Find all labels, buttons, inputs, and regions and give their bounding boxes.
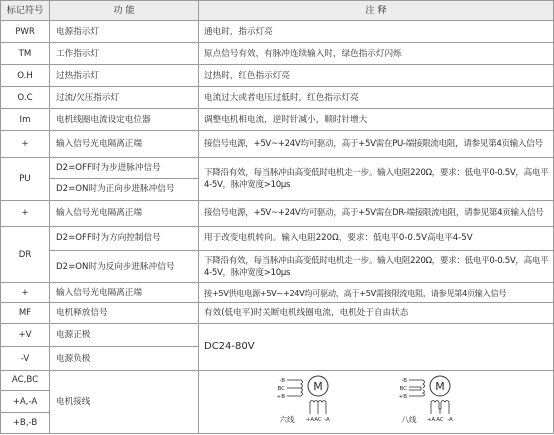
note-im: 调整电机相电流，逆时针减小，顺时针增大 [199,109,554,131]
table-row [1,131,554,157]
function-plus-dr: 输入信号光电隔离正端 [50,200,199,226]
function-oh: 过热指示灯 [50,65,199,87]
six-label-ac: AC [314,416,322,423]
six-label-minus-b: -B [279,377,285,384]
symbol-aa: +A,-A [1,390,50,412]
function-pu-b: D2=ON时为正向步进脉冲信号 [50,178,199,200]
eight-label-plus-a: +A [426,416,436,423]
six-wire-diagram [277,376,330,424]
symbol-oc: O.C [1,87,50,109]
symbol-im: Im [1,109,50,131]
symbol-acbc: AC,BC [1,370,50,390]
note-pu: 下降沿有效，每当脉冲由高变低时电机走一步。输入电阻220Ω，要求：低电平0-0.5V，高电平4-5V，脉冲宽度>10μs [199,157,554,200]
table-row [1,87,554,109]
note-dr-b: 下降沿有效，每当脉冲由高变低时电机走一步。输入电阻220Ω，要求：低电平0-0.5V，高电平4-5V，脉冲宽度>10μs [199,251,554,283]
function-dr-a: D2=OFF时为方向控制信号 [50,226,199,250]
note-plus-dr: 接信号电源，+5V~+24V均可驱动，高于+5V需在DR-端接限流电阻，请参见第4页输入信号 [199,200,554,226]
table-row [1,370,554,390]
six-label-bc: BC [277,385,285,392]
table-row [1,109,554,131]
function-motor-wiring: 电机接线 [50,370,199,433]
table-row [1,324,554,347]
header-function: 功 能 [50,1,199,21]
table-row [1,200,554,226]
table-row [1,157,554,178]
table-row [1,65,554,87]
table-row [1,43,554,65]
symbol-mf: MF [1,303,50,324]
table-row [1,283,554,303]
six-motor-label: M [313,379,323,393]
eight-label-bc: BC [399,385,407,392]
symbol-pu: PU [1,157,50,200]
function-pwr: 电源指示灯 [50,21,199,43]
function-plus-mf: 输入信号光电隔离正端 [50,283,199,303]
symbol-vminus: -V [1,347,50,370]
motor-wiring-diagrams [199,370,554,433]
function-oc: 过流/欠压指示灯 [50,87,199,109]
six-label-minus-a: -A [324,416,330,423]
note-mf: 有效(低电平)时关断电机线圈电流，电机处于自由状态 [199,303,554,324]
function-vplus: 电源正极 [50,324,199,347]
function-mf: 电机释放信号 [50,303,199,324]
symbol-dr: DR [1,226,50,282]
table-row [1,226,554,250]
note-oc: 电流过大或者电压过低时，红色指示灯亮 [199,87,554,109]
function-plus-pu: 输入信号光电隔离正端 [50,131,199,157]
eight-wire-diagram [399,376,453,424]
eight-motor-label: M [435,379,445,393]
six-wire-caption: 六线 [279,414,295,424]
function-im: 电机线圈电流设定电位器 [50,109,199,131]
symbol-plus-pu: + [1,131,50,157]
eight-wire-caption: 八线 [401,414,417,424]
note-power: DC24-80V [199,324,554,370]
note-tm: 原点信号有效，有脉冲连续输入时，绿色指示灯闪烁 [199,43,554,65]
symbol-tm: TM [1,43,50,65]
wiring-diagram-svg [199,371,552,433]
symbol-oh: O.H [1,65,50,87]
symbol-plus-dr: + [1,200,50,226]
table-row [1,21,554,43]
symbol-vplus: +V [1,324,50,347]
header-notes: 注 释 [199,1,554,21]
function-tm: 工作指示灯 [50,43,199,65]
six-label-plus-a: +A [305,416,315,423]
eight-label-plus-b: +B [398,393,407,400]
symbol-bb: +B,-B [1,413,50,434]
function-vminus: 电源负极 [50,347,199,370]
table-row [1,303,554,324]
header-row [1,1,554,21]
symbol-plus-mf: + [1,283,50,303]
eight-label-minus-a: -A [447,416,453,423]
note-plus-mf: 接+5V供电电源+5V~+24V均可驱动，高于+5V需接限流电阻，请参见第4页输入信号 [199,283,554,303]
eight-label-ac: AC [436,416,444,423]
note-oh: 过热时，红色指示灯亮 [199,65,554,87]
eight-label-minus-b: -B [401,377,407,384]
note-dr-a: 用于改变电机转向。输入电阻220Ω，要求：低电平0-0.5V高电平4-5V [199,226,554,250]
symbol-pwr: PWR [1,21,50,43]
six-label-plus-b: +B [276,393,285,400]
note-plus-pu: 接信号电源，+5V~+24V均可驱动，高于+5V需在PU-端接限流电阻，请参见第4页输入信号 [199,131,554,157]
function-pu-a: D2=OFF时为步进脉冲信号 [50,157,199,178]
table-row [1,251,554,283]
function-dr-b: D2=ON时为反向步进脉冲信号 [50,251,199,283]
note-pwr: 通电时，指示灯亮 [199,21,554,43]
header-symbol: 标记符号 [1,1,50,21]
